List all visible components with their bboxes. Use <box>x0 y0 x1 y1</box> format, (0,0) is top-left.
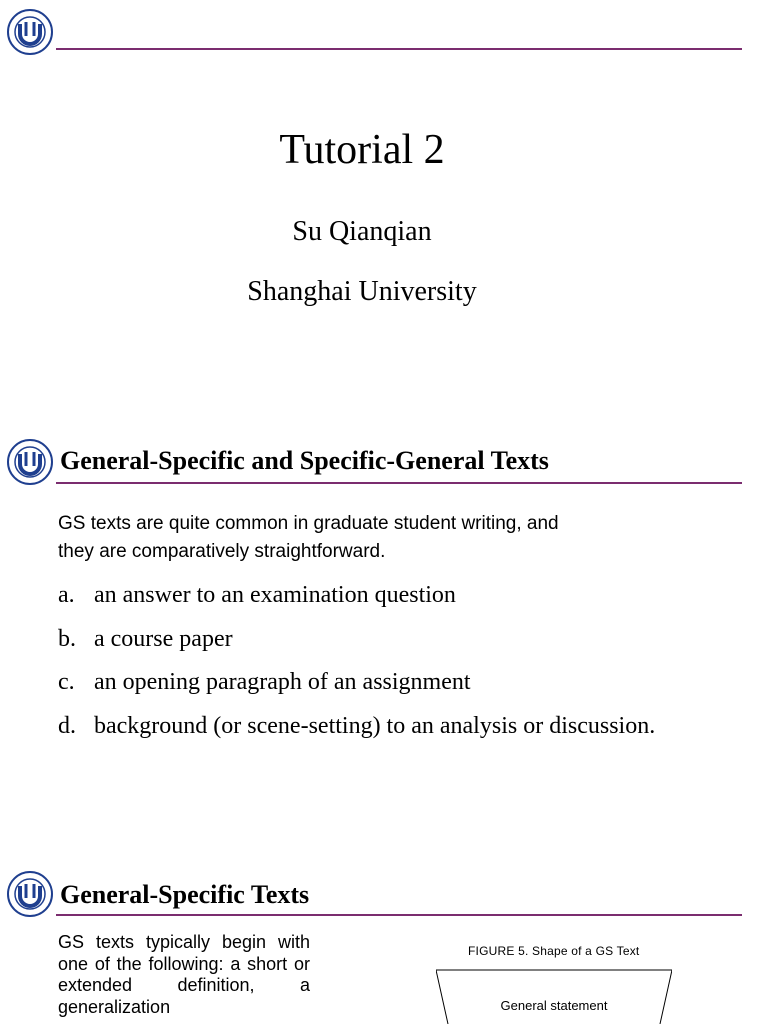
list-letter: b. <box>58 625 76 652</box>
header-rule <box>56 482 742 484</box>
list-text: an opening paragraph of an assignment <box>94 669 471 695</box>
list-text: background (or scene-setting) to an analysis or discussion. <box>94 712 656 739</box>
university-logo <box>6 870 54 918</box>
author-name: Su Qianqian <box>292 216 432 247</box>
intro-paragraph <box>58 510 698 566</box>
examples-list <box>58 582 655 756</box>
list-letter: a. <box>58 582 75 608</box>
list-letter: d. <box>58 712 76 739</box>
university-logo <box>6 8 54 56</box>
institution-name: Shanghai University <box>247 276 477 307</box>
list-letter: c. <box>58 669 75 695</box>
university-logo <box>6 438 54 486</box>
slide-heading: General-Specific Texts <box>60 880 310 909</box>
list-item <box>58 626 655 670</box>
title-slide <box>0 0 768 412</box>
body-paragraph: GS texts typically begin with one of the following: a short or extended definition, a generalization <box>58 932 310 1017</box>
intro-line: they are comparatively straightforward. <box>58 541 386 562</box>
list-item <box>58 582 655 626</box>
header-rule <box>56 48 742 50</box>
gs-shape-diagram <box>436 968 672 1024</box>
list-item <box>58 713 655 757</box>
slide-heading: General-Specific and Specific-General Texts <box>60 446 549 475</box>
figure-caption: FIGURE 5. Shape of a GS Text <box>468 944 640 958</box>
list-text: a course paper <box>94 625 233 652</box>
list-item <box>58 669 655 713</box>
header-rule <box>56 914 742 916</box>
diagram-label: General statement <box>500 998 608 1013</box>
slide-title: Tutorial 2 <box>279 127 445 173</box>
intro-line: GS texts are quite common in graduate student writing, and <box>58 513 559 534</box>
list-text: an answer to an examination question <box>94 582 456 608</box>
